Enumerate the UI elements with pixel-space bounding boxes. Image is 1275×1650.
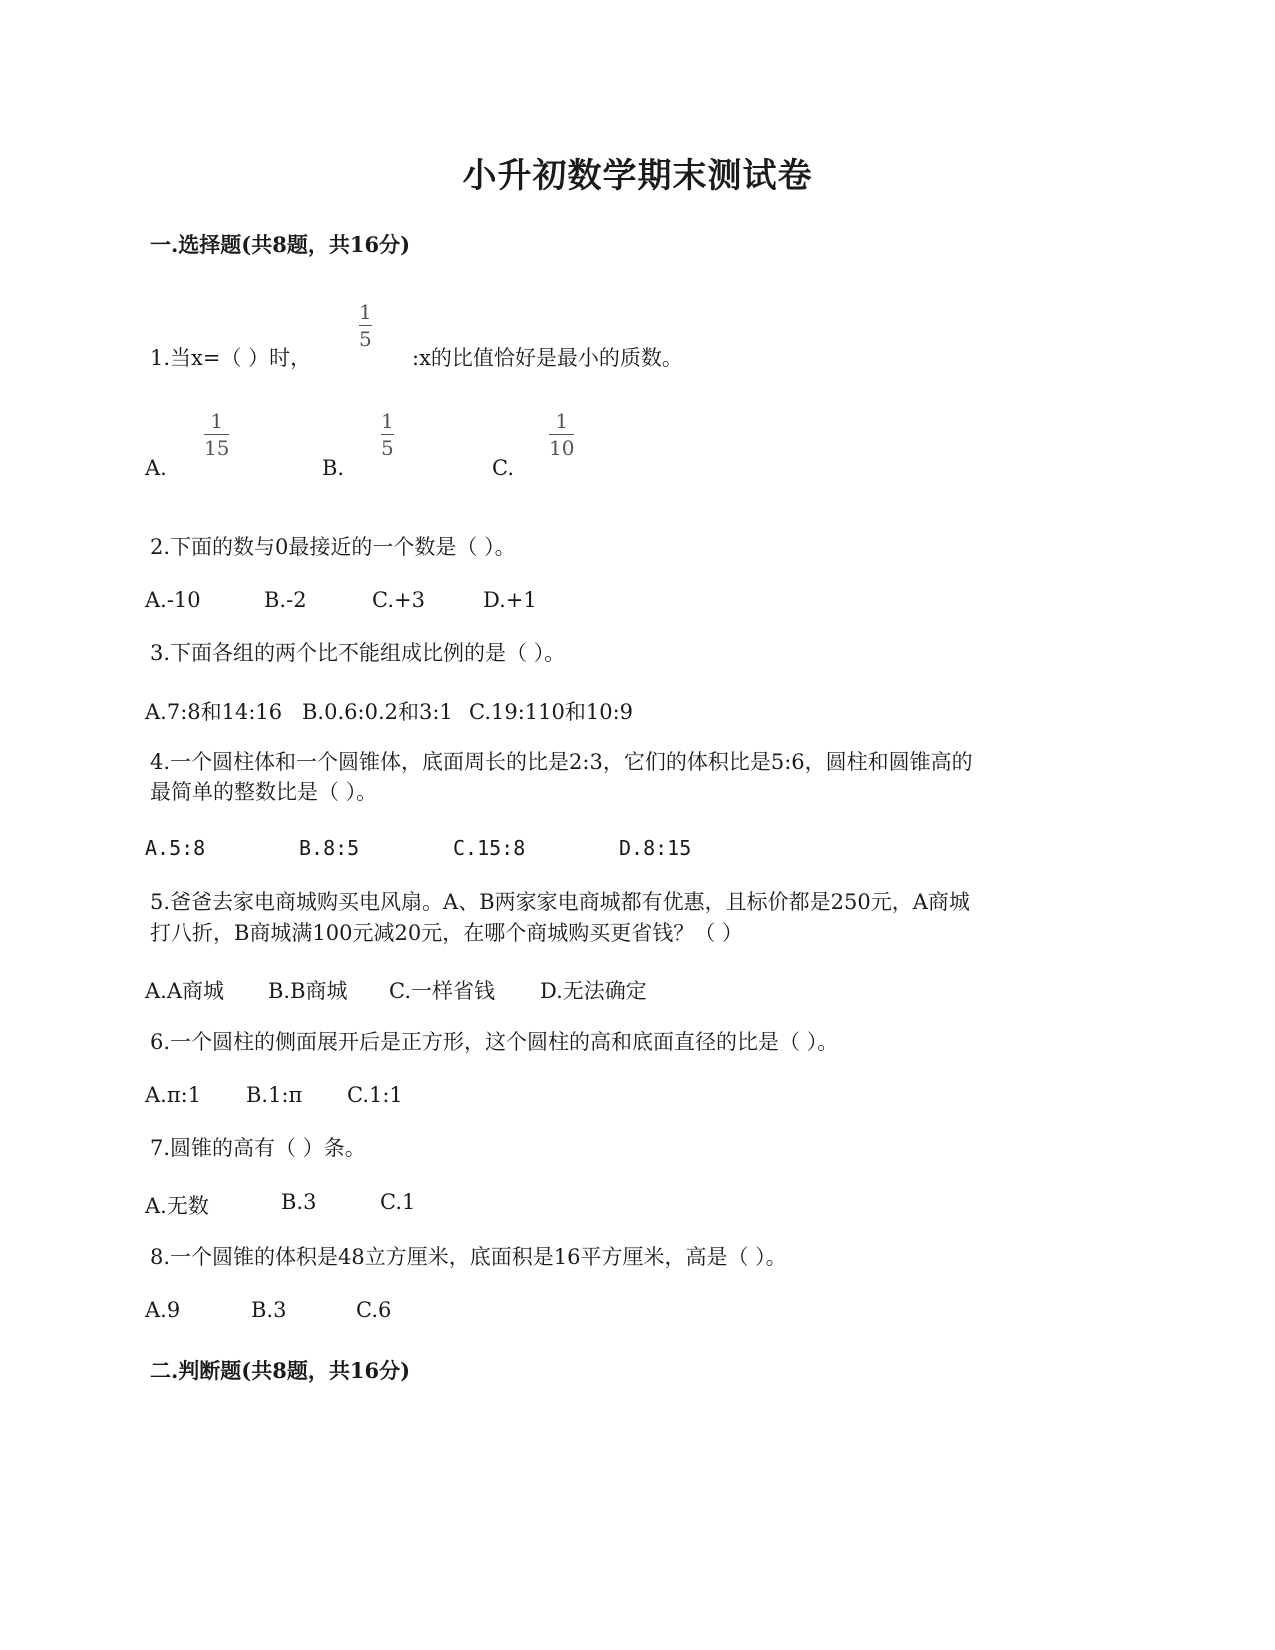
fraction-denominator: 5	[359, 327, 372, 351]
question-3-option-b[interactable]: B.0.6:0.2和3:1	[302, 700, 453, 724]
section-heading-choice: 一.选择题(共8题，共16分)	[150, 232, 411, 257]
question-2-option-d[interactable]: D.+1	[483, 588, 537, 612]
question-8-option-c[interactable]: C.6	[356, 1298, 392, 1322]
question-1-suffix: :x的比值恰好是最小的质数。	[412, 346, 683, 370]
question-4-option-a[interactable]: A.5:8	[145, 836, 206, 860]
question-3-text: 3.下面各组的两个比不能组成比例的是（ ）。	[150, 641, 566, 665]
question-6-text: 6.一个圆柱的侧面展开后是正方形，这个圆柱的高和底面直径的比是（ ）。	[150, 1030, 839, 1054]
fraction-bar	[381, 434, 394, 435]
question-1-option-c-label[interactable]: C.	[492, 456, 514, 480]
fraction-denominator: 15	[204, 436, 230, 460]
question-1-prefix: 1.当x=（ ）时，	[150, 346, 312, 370]
question-4-option-b[interactable]: B.8:5	[299, 836, 360, 860]
fraction-bar	[549, 434, 574, 435]
question-2-text: 2.下面的数与0最接近的一个数是（ ）。	[150, 535, 516, 559]
question-6-option-b[interactable]: B.1:π	[246, 1083, 303, 1107]
question-8-option-b[interactable]: B.3	[251, 1298, 287, 1322]
question-2-option-b[interactable]: B.-2	[264, 588, 307, 612]
question-1-fraction	[359, 301, 372, 350]
fraction-bar	[204, 434, 229, 435]
question-1-option-a-fraction	[204, 410, 229, 459]
question-4-option-d[interactable]: D.8:15	[619, 836, 692, 860]
question-6-option-a[interactable]: A.π:1	[145, 1083, 202, 1107]
question-5-option-b[interactable]: B.B商城	[268, 979, 348, 1003]
question-8-option-a[interactable]: A.9	[145, 1298, 181, 1322]
question-2-option-c[interactable]: C.+3	[372, 588, 425, 612]
question-7-text: 7.圆锥的高有（ ）条。	[150, 1136, 366, 1160]
section-heading-judgment: 二.判断题(共8题，共16分)	[150, 1358, 411, 1383]
fraction-numerator: 1	[359, 300, 372, 324]
question-1-option-c-fraction	[549, 410, 574, 459]
fraction-denominator: 10	[549, 436, 575, 460]
question-6-option-c[interactable]: C.1:1	[347, 1083, 403, 1107]
question-5-line-1: 5.爸爸去家电商城购买电风扇。A、B两家家电商城都有优惠，且标价都是250元，A商城	[150, 890, 970, 914]
fraction-numerator: 1	[381, 409, 394, 433]
question-5-option-d[interactable]: D.无法确定	[540, 979, 647, 1003]
question-3-option-c[interactable]: C.19:110和10:9	[469, 700, 634, 724]
question-7-option-b[interactable]: B.3	[281, 1190, 317, 1214]
fraction-numerator: 1	[555, 409, 569, 433]
question-1-option-b-label[interactable]: B.	[322, 456, 345, 480]
question-4-option-c[interactable]: C.15:8	[453, 836, 526, 860]
fraction-numerator: 1	[210, 409, 224, 433]
question-5-option-a[interactable]: A.A商城	[145, 979, 225, 1003]
question-7-option-c[interactable]: C.1	[380, 1190, 416, 1214]
question-2-option-a[interactable]: A.-10	[145, 588, 201, 612]
page-title: 小升初数学期末测试卷	[462, 156, 813, 196]
question-3-option-a[interactable]: A.7:8和14:16	[145, 700, 283, 724]
question-1-option-a-label[interactable]: A.	[145, 456, 167, 480]
fraction-bar	[359, 325, 372, 326]
question-5-line-2: 打八折，B商城满100元减20元，在哪个商城购买更省钱？（ ）	[150, 921, 743, 945]
fraction-denominator: 5	[381, 436, 394, 460]
question-5-option-c[interactable]: C.一样省钱	[389, 979, 495, 1003]
question-7-option-a[interactable]: A.无数	[145, 1194, 209, 1218]
question-8-text: 8.一个圆锥的体积是48立方厘米，底面积是16平方厘米，高是（ ）。	[150, 1245, 787, 1269]
question-4-line-1: 4.一个圆柱体和一个圆锥体，底面周长的比是2:3，它们的体积比是5:6，圆柱和圆锥高的	[150, 750, 973, 774]
question-1-option-b-fraction	[381, 410, 394, 459]
question-4-line-2: 最简单的整数比是（ ）。	[150, 780, 378, 804]
